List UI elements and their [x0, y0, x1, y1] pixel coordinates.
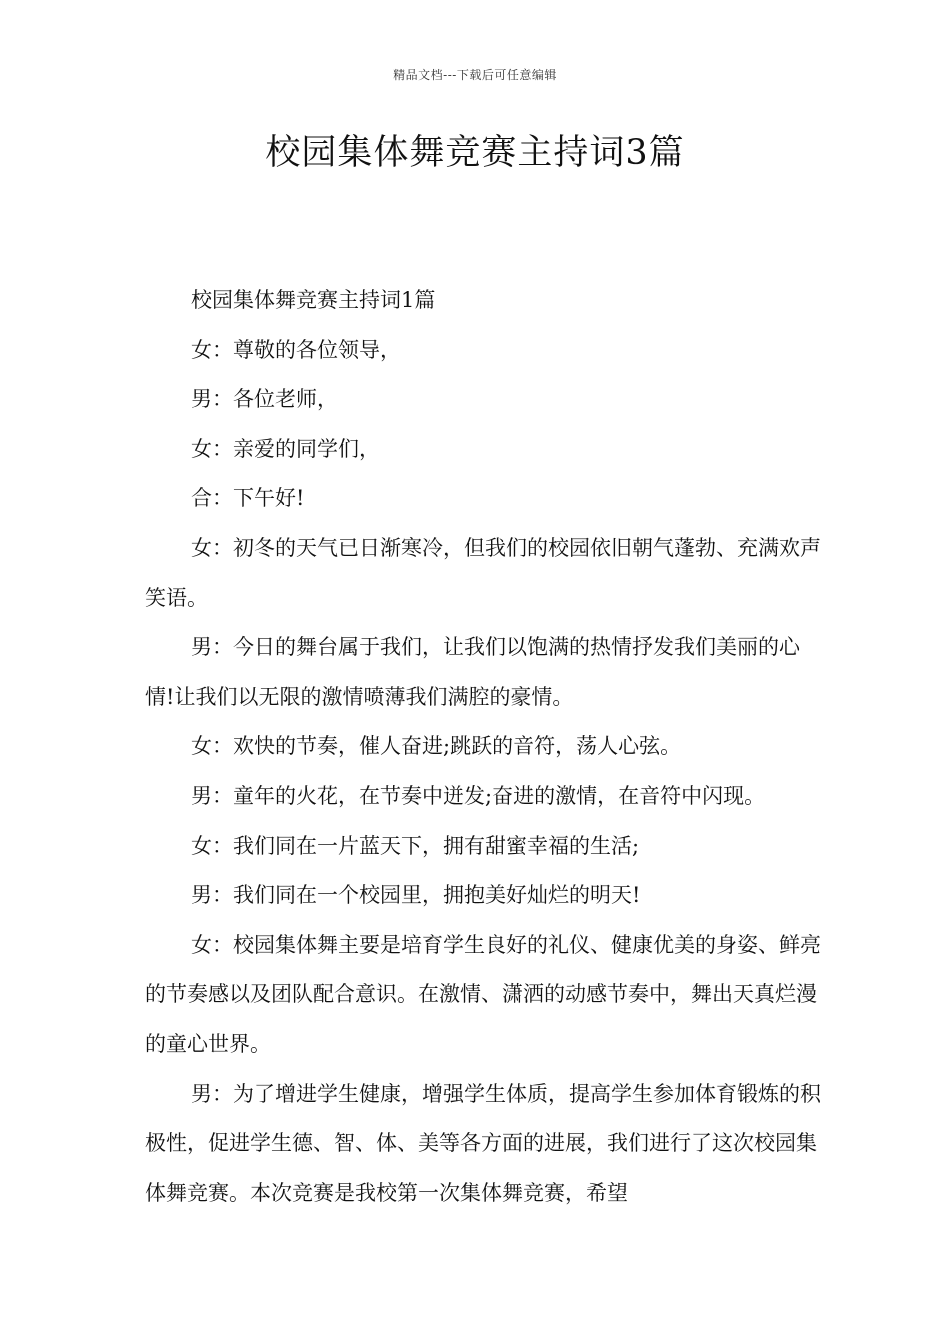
header-note: 精品文档---下载后可任意编辑 — [393, 68, 557, 82]
paragraph: 校园集体舞竞赛主持词1篇 — [191, 288, 436, 312]
paragraph: 男：今日的舞台属于我们，让我们以饱满的热情抒发我们美丽的心情!让我们以无限的激情喷薄我们满腔的豪情。 — [145, 635, 800, 709]
paragraph: 女：初冬的天气已日渐寒冷，但我们的校园依旧朝气蓬勃、充满欢声笑语。 — [145, 535, 821, 610]
paragraph: 女：亲爱的同学们， — [191, 436, 380, 461]
paragraph: 女：欢快的节奏，催人奋进;跳跃的音符，荡人心弦。 — [191, 734, 682, 759]
paragraph: 合：下午好! — [191, 486, 305, 511]
paragraph: 男：我们同在一个校园里，拥抱美好灿烂的明天! — [191, 883, 641, 908]
paragraph: 男：童年的火花，在节奏中迸发;奋进的激情，在音符中闪现。 — [191, 783, 766, 808]
paragraph: 男：为了增进学生健康，增强学生体质，提高学生参加体育锻炼的积极性，促进学生德、智、体、美等各方面的进展，我们进行了这次校园集体舞竞赛。本次竞赛是我校第一次集体舞竞赛，希望 — [145, 1081, 821, 1205]
paragraph: 女：校园集体舞主要是培育学生良好的礼仪、健康优美的身姿、鲜亮的节奏感以及团队配合意识。在激情、潇洒的动感节奏中，舞出天真烂漫的童心世界。 — [145, 932, 821, 1056]
paragraph: 女：尊敬的各位领导， — [191, 337, 401, 362]
document-title: 校园集体舞竞赛主持词3篇 — [265, 133, 685, 173]
document-body — [145, 276, 825, 1218]
paragraph: 女：我们同在一片蓝天下，拥有甜蜜幸福的生活; — [191, 833, 640, 858]
paragraph: 男：各位老师， — [191, 387, 338, 412]
